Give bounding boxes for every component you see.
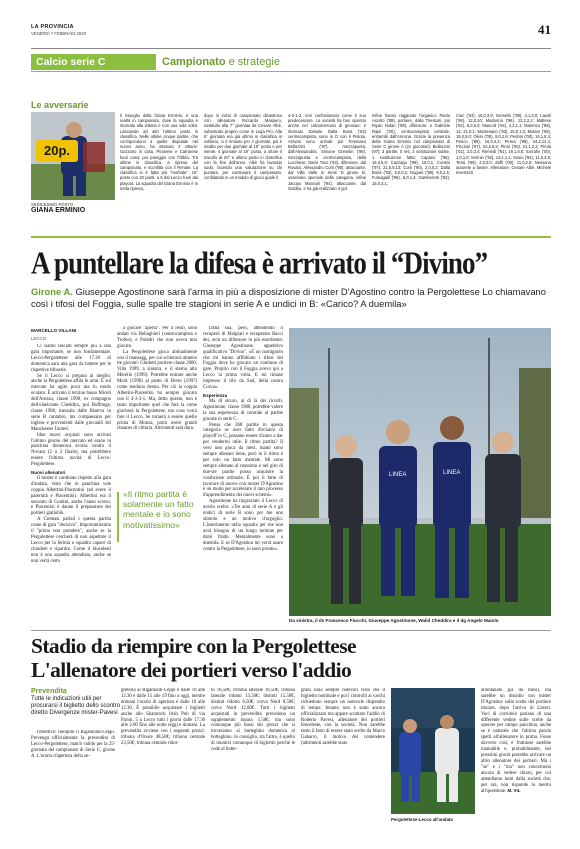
article2-col-5 — [481, 688, 551, 830]
article2-col-4: ghini sono sempre notevoli visto che il biglietto nominale e poi i controlli ai varchi richiedono sempre un notevole dispendio di tempo. Intanto non è stato ancora ufficializzato ma appare scontato l'addio di Roberto Pavesi, allenatore dei portieri bluceleste, con la società. Non sarebbe tanto il fatto di essere stato scelto da Marco Gabarro, il motivo del contendere (altrimenti sarebbe stato — [301, 688, 385, 747]
paragraph: Agostinone ha ringraziato il Lecco di averlo scelto: «Tre anni di serie A e gli undici di serie B sono per me uno stimolo e un motivo d'orgoglio. L'inserimento nella squadra per me non avrà bisogno di un lungo termine per darsi frutto. Mentalmente sono a duemila. E se D'Agostino mi vorrà usare contro la Pergolettese, io sono pronto». — [203, 499, 283, 552]
paragraph: Se il Lecco si prepara al meglio, anche la Pergolettese affila le armi. E sul mercato ha agito poco ma in modo oculato. È arrivato il terzino basso Miceli dell'Arezzo, classe 1998, ex compagno dell'olaelcente Cheddira, poi Buffonge, classe 1998, mezzala dalle Riserva in serie B cantabro, ma compaesano per inglese e provenienti dalle giovanili del Manchester United. — [31, 373, 111, 432]
page-number: 41 — [538, 22, 551, 37]
article-deck — [31, 286, 551, 310]
subhead: Nuovi allenatori — [31, 470, 66, 476]
paragraph: Il mister è cambiato rispetto alla gara d'andata, visto che in panchina vale coppia Albertini-Piacentini (ad avere il paternità e Piacentini). Albertini era il secondo di Contini, anche l'anno scorso, e Piacentini è dannn il preparatore dei portieri gialloblù. — [31, 475, 111, 517]
brand-name: LA PROVINCIA — [31, 24, 74, 30]
byline-place: LECCO — [31, 336, 47, 341]
shirt-label-right: LINEA — [443, 470, 461, 476]
article2-col-1: Obiettivo: riempire il Rigamonti-Ceppi. Prevenga ufficialmente la prevendita di Lecco-Pergolettese, match valido per la 25ª giornata del campionato di Serie C, girone A. L'orario d'apertura della se- — [31, 730, 115, 759]
pull-quote-bar — [117, 492, 119, 542]
article2-headline — [31, 634, 551, 682]
section-tab-label: Calcio serie C — [36, 56, 106, 68]
section-tab — [31, 54, 156, 70]
paragraph: Dalla sua, però, attendendo il recuperò di Malgrati e recuperato Bacci dei, avrà un difensore in più esordiente: Giuseppe Agostinone, appetitivo qualificativo "Divino". «E un nomignolo che mi hanno affibbiato i tifosi del Foggia dove ho giocato un continuo di gare. Proprio con il Foggia avevo qui a Lecco la prima volta. E mi rimase impresso il tifo da Sud, della nostra Curva». — [203, 326, 283, 391]
article-rule — [31, 630, 551, 631]
byline — [31, 328, 111, 341]
kicker-label: Prevendita — [31, 688, 67, 695]
deck-text: Giuseppe Agostinone sarà l'arma in più a disposizione di mister D'Agostino contro la Pergolettese Lo chiamavano così i tifosi del Foggia, sulle spalle tre stagioni in serie A e undici in B: «Carico? A duemila» — [31, 286, 546, 309]
sidebar-heading: Le avversarie — [31, 100, 89, 110]
article-col-3 — [203, 326, 283, 611]
article2-kicker — [31, 688, 121, 717]
article-col-2 — [117, 326, 197, 481]
masthead — [31, 24, 551, 46]
subhead: Esperienza — [203, 392, 228, 398]
article2-col-3: to 18,50€; tribuna laterale 18,50€; tribuna laterale ridotto 13,50€; distinti 15,50€; distinti ridotto 8,50€; curva Nord 8,50€; curva Nord 12,00€. Tutti i biglietti acquistati in prevendita prevedono un supplemento topara 1,50€; ma sono comunque più bassi dei prezzi che si troveranno ai botteghini domenica al botteghino. Io consiglio, tra l'altro, è quello di munirsi comunque di biglietto perché le code al botte- — [211, 688, 295, 753]
sidebar-col-5: Ciuri ('93), 16,0,3,9; Greselin ('98), 4,1,3,0; Lasoli ('98), 12,2,10; Madonna ('96), 12,2,2,2; Maltese ('92), 6,0,6,0; Mancoli ('94), 4,3,1,1; Marenco ('99), 13, 21,0,1; Montesano ('83), 15,0,1,0; Mutton ('99), 19,0,9,0; Oleni ('00), 8,0,2,6; Pedrini ('00), 14,1,8,4; Perico ('89), 16,0,4,3; Perna ('98), 24,2,12,4; Piccioni ('97), 22,2,9,3; Pinto ('00), 21,1,2,2; Pirola ('01), 2,0,3,4; Remedi ('91), 19,1,6,0; Sorrafin ('00), 1,0,1,0; Serinin ('92), 13,1,1,1; Sosio ('94), 11,0,3,5; Tessi ('89), 4,0,0,0; Zaffi ('00), 11,0,2,8. Nessuna autorete a favore. Allenatore: Cesare Albè. Michele Invernizzi — [456, 113, 551, 176]
team-name: GIANA ERMINIO — [31, 207, 86, 214]
article2-col-2: greteria al Rigamonti-Ceppi è dalle 10 alle 12.30 e dalle 15 alle 19 fino a oggi, mentre domani l'orario di apertura è dalle 10 alle 12.30. È possibile acquistare i biglietti anche allo Shamrock Irish Pub di via Parini, 5 a Lecco tutti i giorni dalle 17.30 alle 2.00 fino alle notte reggi e domani. La prevendita avviene con i seguenti prezzi: tribuna d'Onore 48,50€; tribuna centrale 23,50€; tribuna centrale ridot- — [121, 688, 205, 747]
masthead-rule — [31, 48, 551, 49]
article2-headline-line2: L'allenatore dei portieri verso l'addio — [31, 658, 352, 682]
paragraph: allontanato già da mesi), ma sarebbe un dissidio con mister D'Agostino sulla scelta del portiere titolare, dopo l'arrivo di Listeri. Voci di corridoio parlano di una differente vedute sulle scelte da operare per campo panchina, anche se è naturale che l'ultima parola spetti all'allenatore in prima. Fosse davvero così, è fruttuose sarebbe inamabile e, probabilmente, nei prossimi giorni potrebbe arrivare un altro allenatore dei portieri. Ma i "se" e i "ma" non concernono ancora di vedere chiaro, per cui attendiamo lumi dalla società che, per ora, non risponde in merito all'questione. — [481, 688, 551, 795]
paragraph: Ci siamo lasciati sempre più a una gara importante, se non fondamentale. Lecco-Pergolettese alle 17.30 di domenica sarà una gara da battere per le rispettive tifoserie. — [31, 344, 111, 373]
photo-caption: Da sinistra, il ds Francesco Fiucchi, Giuseppe Agostinone, Walid Cheddira e il dg Angelo Maiolo — [289, 618, 499, 623]
paragraph: Pensa che 268 partite in questa categoria se aver fatto d'ecianni di playoff in C, possano essere d'aiuto a dar per vendermi utile. Il ritmo partita? Il vero non gioca da mesi, mami sono sempre allenato bene, però in il ritmo è per solo un fatto mentale. Mi sono sempre allenato al massimo e nel giro di due-tre partite posso acquisire la condizione ottimale. È poi il fatto di lavorare di nuovo con mister D'Agostino è un modo per accelerare il mio processo d'apprendimento dei nuovi schemi». — [203, 422, 283, 499]
paragraph: Ma di sicuro, al di là dei ricordi, Agostinone, classe 1988, potrebbe valere la sua esperienza di centrale al partite giocate in serie C. — [203, 398, 283, 422]
article-col-1 — [31, 344, 111, 629]
section-title-bold: Campionato — [162, 56, 226, 68]
article2-headline-line1: Stadio da riempire con la Pergolettese — [31, 634, 356, 658]
match-photo-caption: Pergolettese-Lecco all'andata — [391, 817, 453, 822]
kicker-text: Tutte le indicazioni utili per procurarsi il biglietto dello scontro diretto Divergenze mister-Pavesi — [31, 696, 121, 716]
points-badge — [36, 140, 78, 162]
pull-quote — [117, 489, 197, 549]
issue-date: VENERDÌ 7 FEBBRAIO 2020 — [31, 31, 86, 36]
article-headline: A puntellare la difesa è arrivato il “Divino” — [31, 245, 488, 281]
section-title — [162, 54, 280, 70]
sidebar-rule — [31, 236, 551, 238]
signoff: M. VIL — [507, 788, 521, 794]
match-photo — [391, 688, 475, 814]
paragraph: La Pergolettese gioca abitualmente con il mansagg, per cui schieravà almeno tre giovani: Ghidotti portiere classe 2000, Villa 1999, a sinistra, e il sterno alto Merello (1999). Potrebbe entrare anche Morà (1998) al posto di Brero (1997) come tendono destra. Per ciò la coppia Alberini-Piacentini ha sempre giocato con il 4-3-3-1. Ma, detto questo, non è tanto importante quel che farà la come giocherà la Pergolettese, ma cosa vorrà fare il Lecco. Se tornerà a essere quello prima di Monza, potrà avere grandi chances di vittoria. Altrimenti sarà dura. — [117, 349, 197, 432]
sidebar-col-2: dopo in inizio di campionato disastroso con allenatore Riccardo Maspero, sostituito alla 7° giornata da Cesare Albè, subentrato proprio come in Lega Pro. Alla 5° giornata era già ultimo in classifica in solitario, ci è rimasto per 4 giornate, poi è risalito per due giornate al 18° posto e per niente, 4 giornate al 19° posto, a ottore il tracollo al 20° e ultimo posto in classifica con la fine dell'anno. Albè ha lavorato sodo, facendo una valutazione su chi puntare, per continuare il campionato, confidando in un modulo di gioco quale il — [204, 113, 282, 181]
paragraph: A Cremasi parlad i questa partita come di gara "decisiva". Importantissimo il "primo non prendere", anche se la Pergolettese cercherà di non aspettare il Lecco per la ferimà o squadra capace di chiudere e ripartire. Come il blucelesti non è una squadra attendista, anche se non verrà certo — [31, 517, 111, 564]
paragraph: Idue nuovi acquisti sono arrivati l'ultimo giorno del mercato ed erano in panchina domenica scorsa contro il Novara (2 a 2 finale), ma potrebbero essere l'ultima novità di Lecco-Pergolettese. — [31, 432, 111, 468]
team-photo — [289, 328, 551, 616]
ranking-caption — [31, 202, 115, 214]
shirt-label-left: LINEA — [389, 472, 407, 478]
sidebar-col-3: 4-3-1-2, non confusionario come il suo predecessore. La società ha ben operato anche nel calciomercato di gennaio: è ritornato Daniele Dalla Bona ('83) centrocampista, sono in D con il Pistoia. Arrivati sono arrivati poi Tommaso Bellazzini ('87), mezzapunta, dall'Alessandria, Simone Greselin ('98), mezzapunta e centrocampista, dalla Lucchese, Dario Toso ('93), difensore, dal Rovato. Alessandro Corti ('90), attaccante, dal Villa Valle in Serie D girone B, osservato speciale della categoria, infine Jacopo Mancioli ('94), attaccante, dal Gubbio, e ha già realizzato 3 gol. — [288, 113, 366, 191]
ranking-position: SEDICESIMO POSTO — [31, 202, 74, 207]
section-title-light: e strategie — [228, 56, 280, 68]
deck-lead: Girone A. — [31, 286, 73, 297]
section-rule — [31, 71, 551, 72]
paragraph: a giocare "aperta". Per il resto, sono andati via Bellaghieri (centrocampista e Trofeo), e Poledri che non aveva mai giocato. — [117, 326, 197, 349]
sidebar-col-4: Infine hanno raggiunto l'organico Paolo Ascrito ('89), portiere, dalla Triestum, poi Riyan Nolan ('99), difensore, e Gabriele Rajsi ('00), centrocampista centrale, entrambi dall'Ancona. Grazie la presenza della Giana Erminio nel campionato di Serie C girone A (21 giocatori): Bellazzini (97); 3 partite, 0 reti, 2 sostituzioni subite, 1 sostituzione fatta; Capano ('96), 15,0,5,9; Cazzago ('98), 10,0,1; Cortesi ('97), 21,5,5,13; Corti ('90), 2,0,0,2; Dalla Bona ('83), 5,0,0,2; Duguet ('98), 8,0,2,5; Fumagalli ('98), 5,0,1,4; Gamberetti ('92), 15,0,3,1; — [372, 113, 450, 186]
sidebar-col-1: Il risveglio della Giana Erminio, è una realtà in campionato, dove la squadra è ritornata alla vittoria e non una sola volta. Lasciando ad altri l'ultimo posto in classifica. Nelle ultime cinque partite, che corrispondono a quelle disputate nel nuovo anno, ha ottenuto 3 vittorie: Gozzano in casa, Piranese e Carrarese fuori casa; poi pareggio con l'Olbia. Tra ultime in classifica, a ripresa del campionato, e sconfitta con il Renate. La classifica si è fatta più "morbida". 16° posto con 20 punti, a 5 dal Lecco fuori dai playout. La squadra del Giana Erminio è in netta ripresa, — [120, 113, 198, 191]
points-badge-text: 20p. — [43, 143, 70, 158]
pull-quote-text: «Il ritmo partita è solamente un fatto mentale e io sono motivatissimo» — [123, 489, 194, 530]
byline-author: MARCELLO VILLANI — [31, 328, 77, 333]
